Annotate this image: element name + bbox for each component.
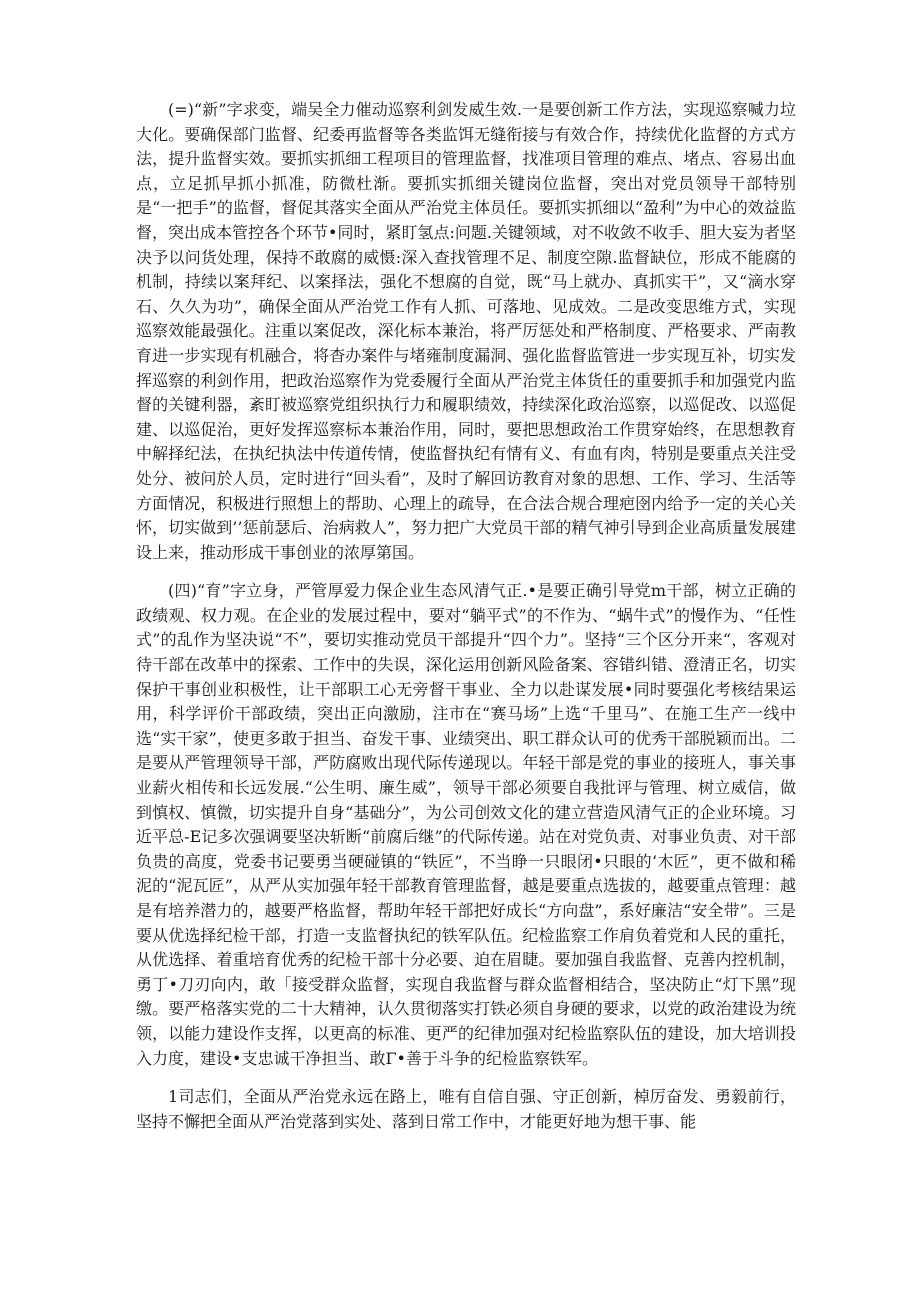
paragraph-inspection: (=)“新”字求变，端吴全力催动巡察利剑发威生效.一是要创新工作方法，实现巡察喊力垃大化。要确保部门监督、纪委再监督等各类监饵无缝衔接与有效合作，持续优化监督的方式方法，提升监督实效。要抓实抓细工程项目的管理监督，找准项目管理的难点、堵点、容易出血点，立足抓早抓小抓准，防微杜渐。要抓实抓细关键岗位监督，突出对党员领导干部特别是“一把手”的监督，督促其落实全面从严治党主体员任。要抓实抓细以“盈利”为中心的效益监督，突出成本管控各个环节•同时，紧盯氢点:问题.关键领域，对不收敛不收手、胆大妄为者坚决予以问货处理，保持不敢腐的威慑:深入查找管理不足、制度空隙.监督缺位，形成不能腐的机制，持续以案拜纪、以案择法，强化不想腐的自觉，既“马上就办、真抓实干”，又“滴水穿石、久久为功”，确保全面从严治党工作有人抓、可落地、见成效。二是改变思维方式，实现巡察效能最强化。注重以案促改，深化标本兼治，将严厉惩处和严格制度、严格要求、严南教育进一步实现有机融合，将杳办案件与堵雍制度漏洞、强化监督监管进一步实现互补，切实发挥巡察的利剑作用，把政治巡察作为党委履行全面从严治党主体货任的重要抓手和加强党内监督的关键利器，紊盯被巡察党组织执行力和履职绩效，持续深化政治巡察，以巡促改、以巡促建、以巡促治，更好发挥巡察标本兼治作用，同时，要把思想政治工作贯穿始终，在思想教育中解择纪法，在执纪执法中传道传情，使监督执纪有情有义、有血有肉，特别是要重点关注受处分、被问於人员，定时进行“回头看”，及时了解回访教育对象的思想、工作、学习、生活等方面情况，积极进行照想上的帮助、心理上的疏导，在合法合规合理疤囹内给予一定的关心关怀，切实做到’’惩前瑟后、治病救人”，努力把广大党员干部的精气神引导到企业高质量发展建设上来，推动形成干事创业的浓厚第国。 (136, 100, 796, 562)
paragraph-closing: 1司志们，全面从严治党永远在路上，唯有自信自强、守正创新，棹厉奋发、勇毅前行，坚持不懈把全面从严治党落到实处、落到日常工作中，才能更好地为想干事、能 (136, 1087, 796, 1131)
paragraph-cadre-management: (四)“育”字立身，严管厚爱力保企业生态风清气正.•是要正确引导党m干部，树立正确的政绩观、权力观。在企业的发展过程中，要对“躺平式”的不作为、“蜗牛式”的慢作为、“任性式”的乱作为坚决说“不”，要切实推动党员干部提升“四个力”。坚持“三个区分开来“，客观对待干部在改革中的探索、工作中的失误，深化运用创新风险备案、容错纠错、澄清正名，切实保护干事创业积极性，让干部职工心无旁督干事业、全力以赴谋发展•同时要强化考核结果运用，科学评价干部政绩，突出正向激励，注市在“赛马场”上选“千里马”、在施工生产一线中选“实干家”，使更多敢于担当、奋发干事、业绩突出、职工群众认可的优秀干部脱颖而出。二是要从严管理领导干部，严防腐败出现代际传递现以。年轻干部是党的事业的接班人，事关事业薪火相传和长远发展.“公生明、廉生威”，领导干部必须要自我批评与管理、树立威信，做到慎权、慎微，切实提升自身“基础分”，为公司创效文化的建立营造风清气正的企业环境。习近平总-E记多次强调要坚决斩断“前腐后继”的代际传递。站在对党负责、对事业负责、对干部负贵的高度，党委书记要勇当硬碰镇的“铁匠”，不当睁一只眼闭•只眼的‘木匠”，更不做和稀泥的“泥瓦匠”，从严从实加强年轻干部教育管理监督，越是要重点选拔的，越要重点管理：越是有培养潜力的，越要严格监督，帮助年轻干部把好成长“方向盘”，系好廉洁“安全带”。三是要从优选择纪检干部，打造一支监督执纪的铁军队伍。纪检监察工作肩负着党和人民的重托，从优选择、着重培育优秀的纪检干部十分必要、迫在眉睫。要加强自我监督、克善内控机制，勇丁•刀刃向内，敢「接受群众监督，实现自我监督与群众监督相结合，坚决防止“灯下黑”现缴。要严格落实党的二十大精神，认久贯彻落实打铁必须自身硬的要求，以党的政治建设为统领，以能力建设作支挥，以更高的标准、更严的纪律加强对纪检监察队伍的建设，加大培训投入力度，建设•支忠诚干净担当、敢Γ•善于斗争的纪检监察铁军。 (136, 581, 796, 1068)
document-page (136, 98, 796, 1134)
